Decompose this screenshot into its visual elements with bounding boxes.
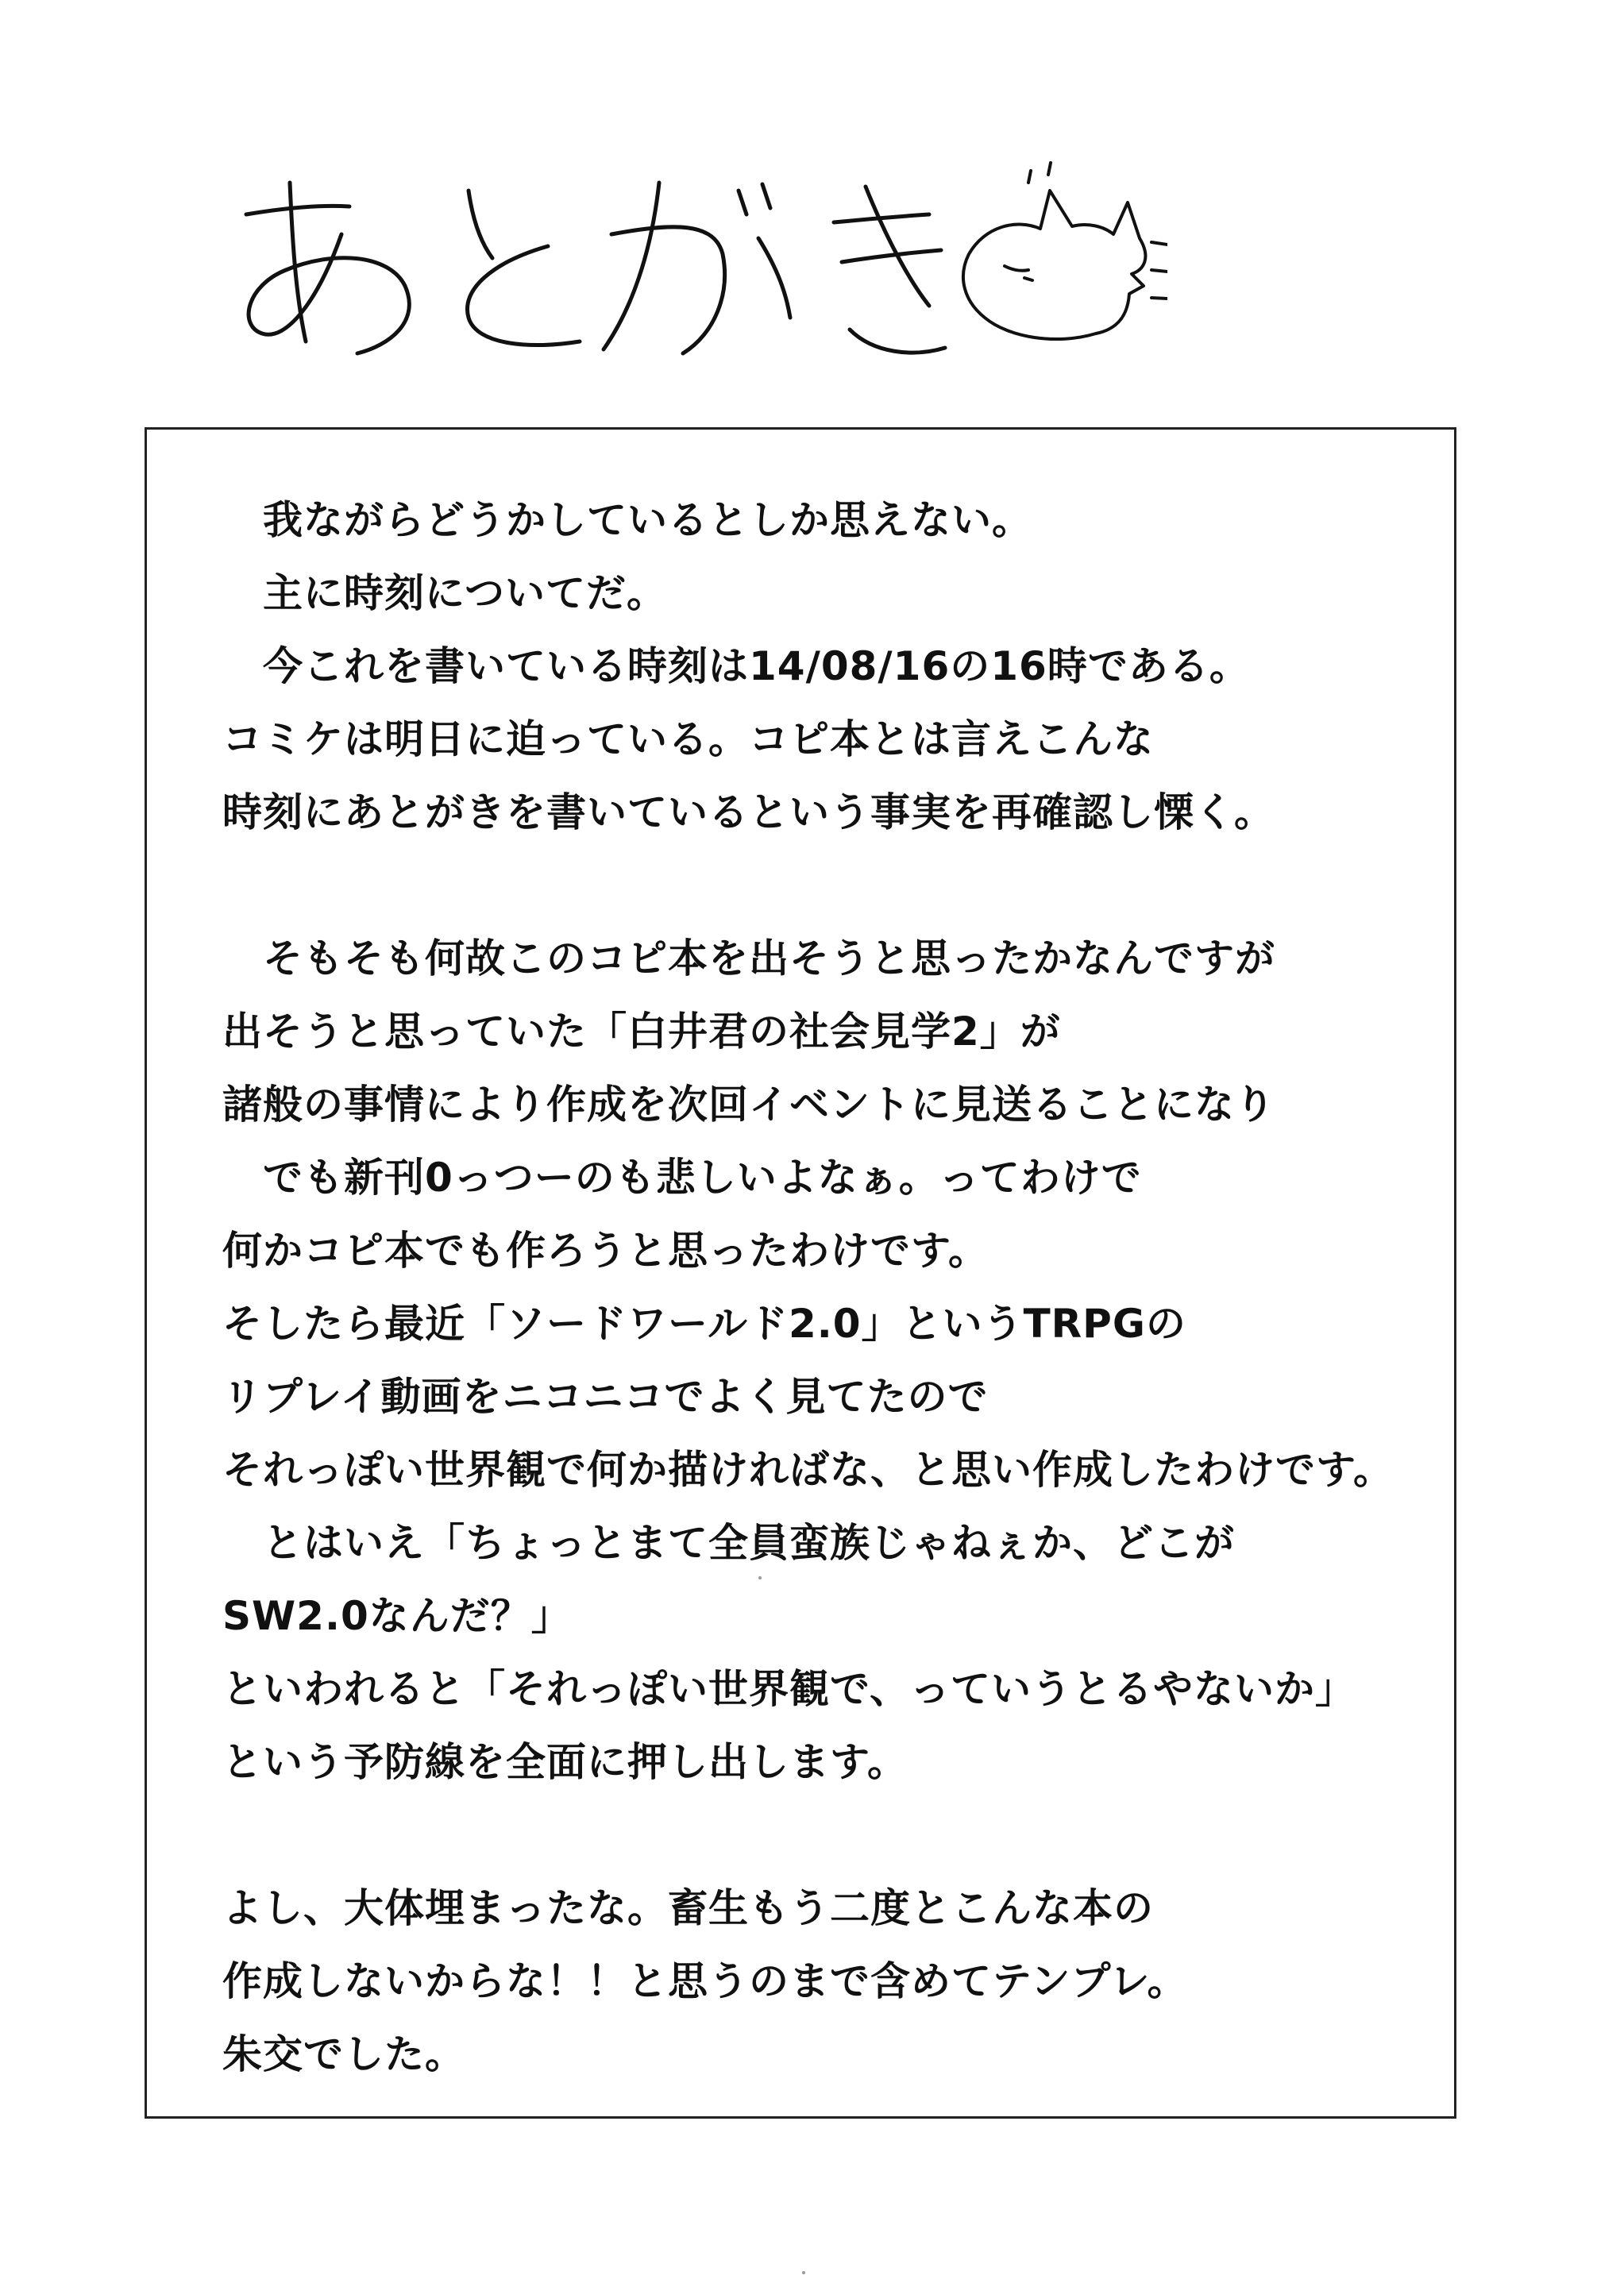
text-line: 朱交でした。: [222, 2031, 465, 2077]
text-line: 作成しないからな！！と思うのまで含めてテンプレ。: [222, 1958, 1188, 2004]
text-line: それっぽい世界観で何か描ければな、と思い作成したわけです。: [222, 1447, 1394, 1493]
text-frame: [145, 427, 1456, 2119]
paper-speck: [758, 1576, 762, 1579]
text-line: 諸般の事情により作成を次回イベントに見送ることになり: [222, 1082, 1275, 1128]
paragraph-3: [222, 1872, 1429, 2091]
title-drawing: [230, 159, 1167, 397]
paragraph-2: [222, 922, 1429, 1799]
text-line: 我ながらどうかしているとしか思えない。: [222, 497, 1032, 543]
text-line: そもそも何故このコピ本を出そうと思ったかなんですが: [222, 935, 1275, 982]
text-line: 何かコピ本でも作ろうと思ったわけです。: [222, 1228, 989, 1274]
paragraph-1: [222, 484, 1429, 849]
paragraph-gap: [222, 849, 1429, 922]
text-line: といわれると「それっぽい世界観で、っていうとるやないか」: [222, 1666, 1356, 1712]
text-line: でも新刊0っつーのも悲しいよなぁ。ってわけで: [222, 1155, 1142, 1201]
text-line: 主に時刻についてだ。: [222, 570, 667, 616]
text-line: リプレイ動画をニコニコでよく見てたので: [222, 1374, 989, 1420]
text-line: SW2.0なんだ？」: [222, 1593, 572, 1639]
handwritten-title: [230, 159, 1167, 397]
cat-doodle-icon: [963, 163, 1167, 339]
text-line: とはいえ「ちょっとまて全員蛮族じゃねぇか、どこが: [222, 1520, 1235, 1566]
text-line: という予防線を全面に押し出します。: [222, 1739, 908, 1785]
afterword-body: [222, 484, 1429, 2091]
text-line: そしたら最近「ソードワールド2.0」というTRPGの: [222, 1301, 1186, 1347]
text-line: コミケは明日に迫っている。コピ本とは言えこんな: [222, 716, 1154, 762]
text-line: 今これを書いている時刻は14/08/16の16時である。: [222, 643, 1250, 689]
paragraph-gap: [222, 1799, 1429, 1872]
paper-speck: [802, 2271, 805, 2274]
text-line: 出そうと思っていた「白井君の社会見学2」が: [222, 1009, 1061, 1055]
text-line: 時刻にあとがきを書いているという事実を再確認し慄く。: [222, 789, 1275, 835]
text-line: よし、大体埋まったな。畜生もう二度とこんな本の: [222, 1885, 1154, 1931]
